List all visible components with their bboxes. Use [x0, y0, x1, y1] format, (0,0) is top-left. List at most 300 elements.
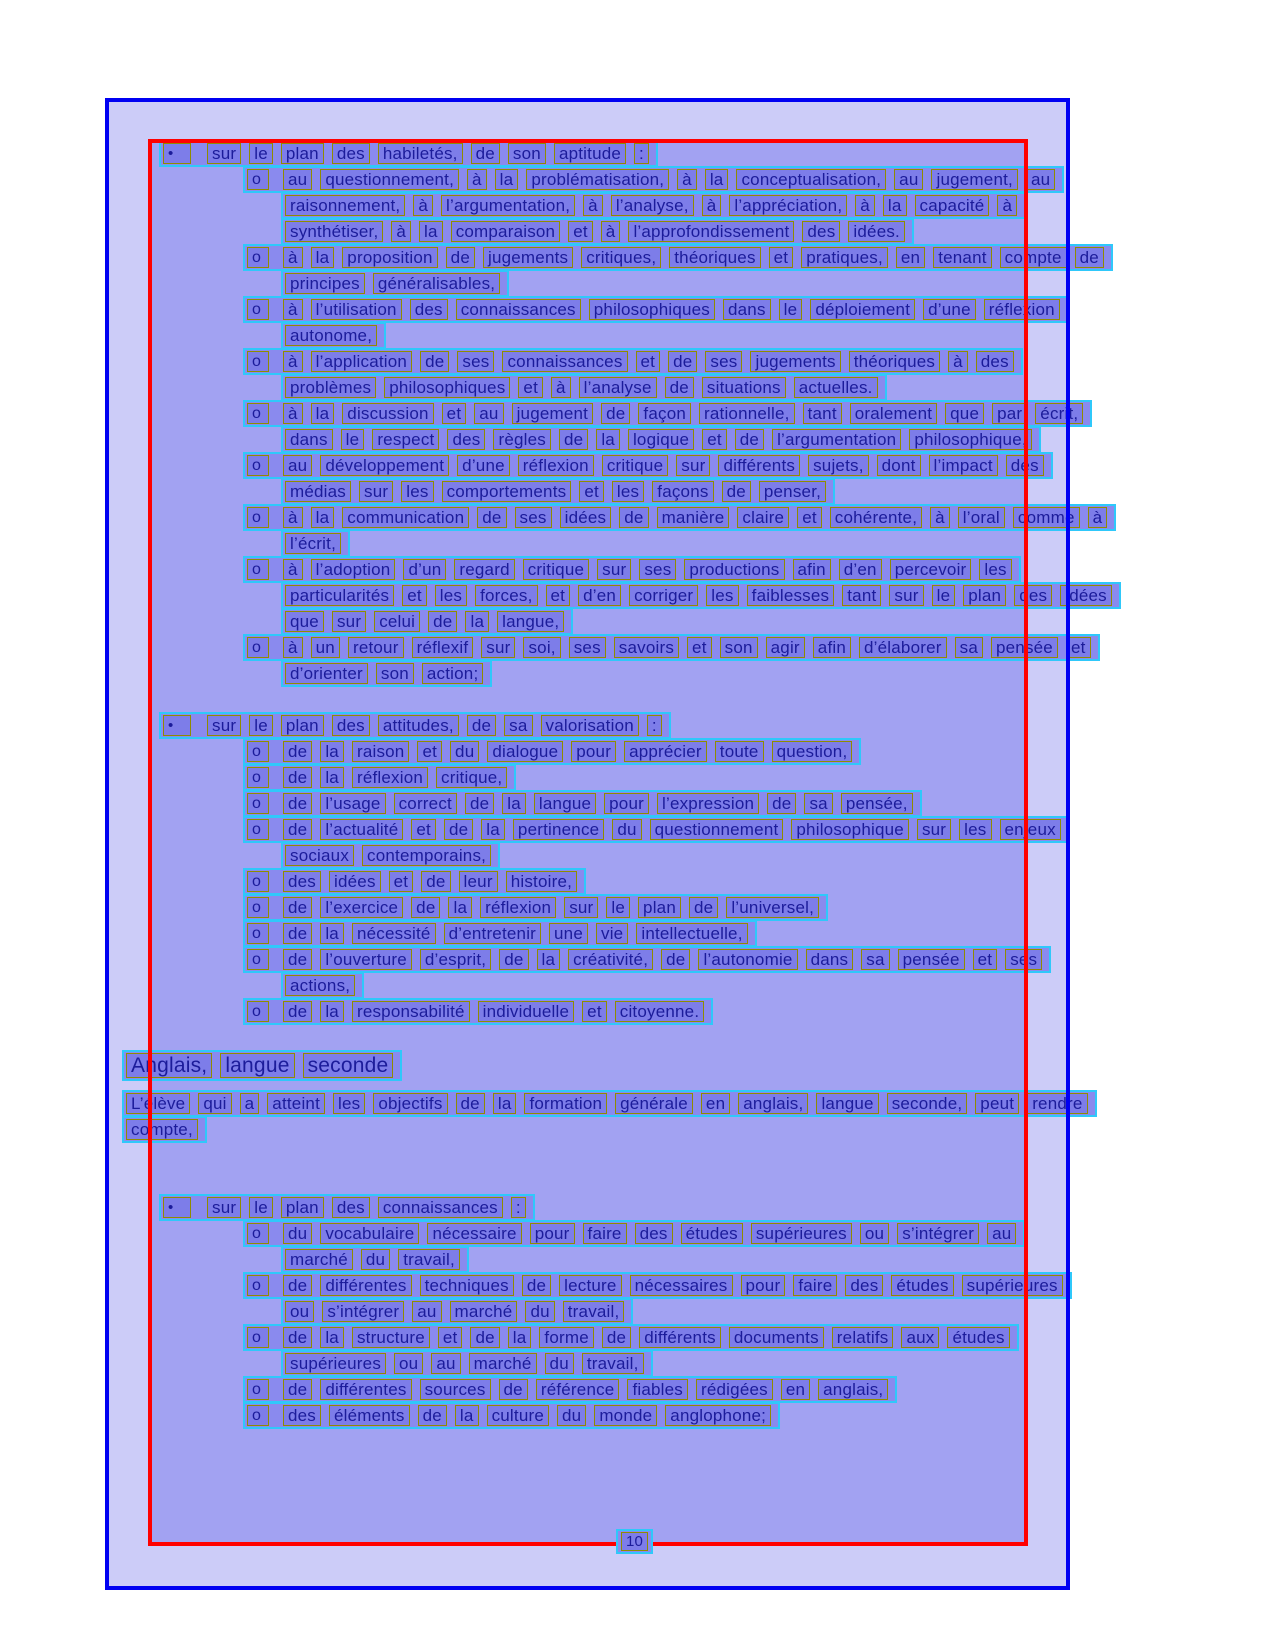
word-box: attitudes,: [378, 715, 459, 736]
word-box: Anglais,: [126, 1053, 212, 1078]
word-box: sur: [207, 1197, 241, 1218]
word-box: anglais,: [818, 1379, 888, 1400]
word-box: supérieures: [962, 1275, 1063, 1296]
word-box: le: [249, 715, 273, 736]
word-box: la: [883, 195, 907, 216]
bullet-marker: o: [247, 1275, 269, 1296]
word-box: à: [855, 195, 875, 216]
word-box: :: [511, 1197, 526, 1218]
word-box: à: [997, 195, 1017, 216]
word-box: seconde,: [887, 1093, 968, 1114]
word-box: développement: [320, 455, 449, 476]
word-box: réflexion: [480, 897, 556, 918]
word-box: le: [606, 897, 630, 918]
word-box: la: [311, 403, 335, 424]
word-box: pensée: [898, 949, 965, 970]
word-box: idées: [1060, 585, 1112, 606]
word-box: sur: [597, 559, 631, 580]
word-box: penser,: [759, 481, 826, 502]
word-box: médias: [285, 481, 351, 502]
text-line: [243, 452, 1053, 479]
word-box: à: [948, 351, 968, 372]
word-box: pour: [604, 793, 649, 814]
word-box: philosophique: [791, 819, 909, 840]
word-box: s’intégrer: [322, 1301, 404, 1322]
text-line: [243, 556, 1021, 583]
word-box: de: [767, 793, 796, 814]
word-box: des: [332, 143, 370, 164]
word-box: raisonnement,: [285, 195, 405, 216]
word-box: les: [612, 481, 644, 502]
word-box: l’autonomie: [698, 949, 797, 970]
word-box: respect: [372, 429, 439, 450]
word-box: de: [668, 351, 697, 372]
word-box: sur: [676, 455, 710, 476]
word-box: la: [320, 923, 344, 944]
word-box: dans: [723, 299, 771, 320]
word-box: au: [283, 455, 312, 476]
word-box: à: [283, 247, 303, 268]
word-box: la: [419, 221, 443, 242]
word-box: supérieures: [285, 1353, 386, 1374]
word-box: de: [283, 1001, 312, 1022]
word-box: pour: [571, 741, 616, 762]
word-box: comme: [1013, 507, 1080, 528]
word-box: au: [412, 1301, 441, 1322]
word-box: soi,: [523, 637, 560, 658]
word-box: la: [481, 819, 505, 840]
word-box: plan: [638, 897, 681, 918]
word-box: culture: [487, 1405, 549, 1426]
word-box: fiables: [627, 1379, 688, 1400]
word-box: particularités: [285, 585, 394, 606]
word-box: jugements: [750, 351, 840, 372]
word-box: l’argumentation,: [441, 195, 575, 216]
word-box: et: [769, 247, 794, 268]
bullet-marker: o: [247, 819, 269, 840]
word-box: et: [546, 585, 571, 606]
word-box: travail,: [563, 1301, 625, 1322]
word-box: critiques,: [581, 247, 661, 268]
word-box: idées: [329, 871, 381, 892]
word-box: de: [444, 819, 473, 840]
word-box: intellectuelle,: [636, 923, 747, 944]
word-box: façons: [652, 481, 713, 502]
word-box: jugement,: [931, 169, 1017, 190]
word-box: différents: [639, 1327, 721, 1348]
word-box: que: [945, 403, 984, 424]
word-box: de: [446, 247, 475, 268]
word-box: de: [465, 793, 494, 814]
word-box: et: [702, 429, 727, 450]
word-box: et: [442, 403, 467, 424]
word-box: de: [559, 429, 588, 450]
word-box: aux: [901, 1327, 939, 1348]
heading-line: [122, 1050, 402, 1081]
text-line: [281, 270, 509, 297]
word-box: en: [701, 1093, 730, 1114]
word-box: pour: [741, 1275, 786, 1296]
word-box: des: [1006, 455, 1044, 476]
word-box: citoyenne.: [615, 1001, 705, 1022]
text-line: [281, 426, 1041, 453]
text-line: [281, 218, 914, 245]
word-box: dont: [877, 455, 921, 476]
word-box: tenant: [933, 247, 991, 268]
word-box: différentes: [320, 1379, 411, 1400]
word-box: l’expression: [657, 793, 759, 814]
word-box: la: [455, 1405, 479, 1426]
word-box: à: [283, 637, 303, 658]
text-line: [281, 192, 1026, 219]
text-line: [281, 1298, 633, 1325]
text-line: [281, 374, 887, 401]
word-box: leur: [459, 871, 498, 892]
word-box: plan: [281, 1197, 324, 1218]
word-box: marché: [450, 1301, 518, 1322]
word-box: les: [401, 481, 433, 502]
word-box: d’esprit,: [420, 949, 491, 970]
word-box: l’application: [311, 351, 412, 372]
word-box: des: [447, 429, 485, 450]
word-box: faire: [583, 1223, 627, 1244]
word-box: la: [320, 1001, 344, 1022]
word-box: l’ouverture: [320, 949, 412, 970]
text-line: [281, 478, 835, 505]
word-box: sa: [861, 949, 889, 970]
word-box: sur: [564, 897, 598, 918]
text-line: [243, 244, 1113, 271]
text-line: [243, 1376, 897, 1403]
word-box: problèmes: [285, 377, 376, 398]
word-box: son: [508, 143, 546, 164]
word-box: agir: [766, 637, 805, 658]
word-box: le: [249, 143, 273, 164]
word-box: capacité: [915, 195, 990, 216]
word-box: jugements: [483, 247, 573, 268]
word-box: la: [320, 741, 344, 762]
word-box: de: [283, 819, 312, 840]
word-box: et: [518, 377, 543, 398]
word-box: d’en: [839, 559, 882, 580]
text-line: [159, 712, 671, 739]
word-box: jugement: [512, 403, 594, 424]
text-line: [243, 1220, 1025, 1247]
word-box: aptitude: [554, 143, 626, 164]
text-line: [243, 764, 516, 791]
word-box: ses: [457, 351, 494, 372]
word-box: des: [410, 299, 448, 320]
word-box: à: [283, 351, 303, 372]
word-box: plan: [281, 143, 324, 164]
text-line: [281, 322, 386, 349]
word-box: autonome,: [285, 325, 377, 346]
text-line: [243, 400, 1092, 427]
word-box: la: [705, 169, 729, 190]
text-line: [281, 842, 500, 869]
word-box: des: [283, 1405, 321, 1426]
word-box: de: [283, 793, 312, 814]
word-box: pour: [530, 1223, 575, 1244]
word-box: la: [495, 169, 519, 190]
word-box: que: [285, 611, 324, 632]
word-box: action;: [422, 663, 484, 684]
word-box: les: [333, 1093, 365, 1114]
word-box: rédigées: [696, 1379, 773, 1400]
word-box: d’orienter: [285, 663, 368, 684]
word-box: manière: [657, 507, 730, 528]
word-box: sur: [332, 611, 366, 632]
word-box: la: [502, 793, 526, 814]
word-box: anglophone;: [665, 1405, 771, 1426]
word-box: atteint: [267, 1093, 325, 1114]
word-box: correct: [394, 793, 457, 814]
word-box: l’utilisation: [311, 299, 402, 320]
word-box: communication: [342, 507, 469, 528]
word-box: référence: [536, 1379, 620, 1400]
word-box: techniques: [420, 1275, 514, 1296]
word-box: de: [735, 429, 764, 450]
word-box: travail,: [582, 1353, 644, 1374]
word-box: de: [283, 741, 312, 762]
word-box: à: [283, 299, 303, 320]
word-box: pensée: [991, 637, 1058, 658]
word-box: critique: [523, 559, 589, 580]
text-line: [243, 816, 1070, 843]
word-box: sur: [207, 143, 241, 164]
word-box: du: [283, 1223, 312, 1244]
text-line: [122, 1090, 1097, 1117]
word-box: et: [438, 1327, 463, 1348]
word-box: vocabulaire: [320, 1223, 419, 1244]
word-box: des: [976, 351, 1014, 372]
word-box: l’adoption: [311, 559, 396, 580]
word-box: théoriques: [669, 247, 760, 268]
bullet-marker: o: [247, 1379, 269, 1400]
word-box: à: [601, 221, 621, 242]
text-line: [243, 1402, 780, 1429]
word-box: de: [499, 1379, 528, 1400]
bullet-marker: o: [247, 1327, 269, 1348]
word-box: rationnelle,: [699, 403, 795, 424]
word-box: sur: [917, 819, 951, 840]
text-line: [243, 894, 828, 921]
bullet-marker: •: [163, 1197, 191, 1218]
word-box: sources: [420, 1379, 491, 1400]
word-box: de: [411, 897, 440, 918]
word-box: la: [311, 507, 335, 528]
word-box: idées: [560, 507, 612, 528]
word-box: relatifs: [832, 1327, 894, 1348]
word-box: tant: [803, 403, 842, 424]
word-box: regard: [454, 559, 514, 580]
word-box: connaissances: [502, 351, 627, 372]
word-box: des: [332, 1197, 370, 1218]
word-box: marché: [469, 1353, 537, 1374]
word-box: de: [522, 1275, 551, 1296]
word-box: comparaison: [451, 221, 561, 242]
word-box: par: [992, 403, 1027, 424]
word-box: pensée,: [841, 793, 913, 814]
text-line: [281, 1350, 653, 1377]
word-box: des: [283, 871, 321, 892]
word-box: langue: [816, 1093, 878, 1114]
bullet-marker: o: [247, 455, 269, 476]
word-box: critique: [602, 455, 668, 476]
word-box: l’actualité: [320, 819, 403, 840]
word-box: documents: [729, 1327, 824, 1348]
word-box: situations: [702, 377, 786, 398]
word-box: à: [283, 559, 303, 580]
text-line: [243, 634, 1100, 661]
word-box: d’élaborer: [859, 637, 947, 658]
word-box: du: [361, 1249, 390, 1270]
word-box: en: [781, 1379, 810, 1400]
text-line: [243, 738, 861, 765]
text-line: [281, 972, 364, 999]
bullet-marker: o: [247, 949, 269, 970]
word-box: de: [428, 611, 457, 632]
text-line: [243, 348, 1023, 375]
word-box: d’en: [578, 585, 621, 606]
word-box: L’élève: [126, 1093, 190, 1114]
word-box: philosophiques: [384, 377, 510, 398]
word-box: la: [448, 897, 472, 918]
word-box: langue: [534, 793, 596, 814]
word-box: et: [687, 637, 712, 658]
word-box: comportements: [442, 481, 572, 502]
word-box: seconde: [303, 1053, 394, 1078]
bullet-marker: o: [247, 507, 269, 528]
bullet-marker: o: [247, 559, 269, 580]
word-box: à: [391, 221, 411, 242]
word-box: à: [1088, 507, 1108, 528]
word-box: réflexif: [412, 637, 474, 658]
bullet-marker: •: [163, 715, 191, 736]
word-box: principes: [285, 273, 365, 294]
word-box: faiblesses: [747, 585, 835, 606]
word-box: la: [508, 1327, 532, 1348]
word-box: lecture: [559, 1275, 621, 1296]
word-box: nécessaires: [630, 1275, 733, 1296]
text-line: [243, 1272, 1072, 1299]
word-box: raison: [352, 741, 410, 762]
word-box: au: [894, 169, 923, 190]
word-box: philosophique,: [909, 429, 1031, 450]
bullet-marker: o: [247, 637, 269, 658]
word-box: du: [557, 1405, 586, 1426]
word-box: critique,: [436, 767, 507, 788]
word-box: de: [283, 923, 312, 944]
word-box: l’écrit,: [285, 533, 341, 554]
bullet-marker: o: [247, 247, 269, 268]
word-box: d’une: [457, 455, 510, 476]
bullet-marker: o: [247, 897, 269, 918]
word-box: les: [979, 559, 1011, 580]
word-box: les: [435, 585, 467, 606]
word-box: études: [891, 1275, 953, 1296]
word-box: de: [283, 1275, 312, 1296]
word-box: la: [320, 767, 344, 788]
word-box: de: [689, 897, 718, 918]
word-box: d’une: [923, 299, 976, 320]
word-box: de: [420, 351, 449, 372]
word-box: de: [283, 949, 312, 970]
word-box: des: [332, 715, 370, 736]
word-box: de: [619, 507, 648, 528]
word-box: au: [1026, 169, 1055, 190]
text-line: [281, 582, 1121, 609]
word-box: l’impact: [929, 455, 998, 476]
word-box: déploiement: [810, 299, 915, 320]
word-box: faire: [793, 1275, 837, 1296]
text-line: [281, 608, 573, 635]
word-box: des: [802, 221, 840, 242]
word-box: sa: [504, 715, 532, 736]
word-box: son: [720, 637, 758, 658]
word-box: au: [987, 1223, 1016, 1244]
word-box: de: [467, 715, 496, 736]
word-box: théoriques: [849, 351, 940, 372]
word-box: question,: [772, 741, 853, 762]
word-box: à: [467, 169, 487, 190]
word-box: langue,: [497, 611, 564, 632]
word-box: sociaux: [285, 845, 354, 866]
word-box: et: [579, 481, 604, 502]
text-line: [243, 998, 713, 1025]
word-box: afin: [793, 559, 831, 580]
word-box: questionnement,: [320, 169, 459, 190]
word-box: des: [635, 1223, 673, 1244]
word-box: du: [450, 741, 479, 762]
bullet-marker: o: [247, 871, 269, 892]
word-box: :: [647, 715, 662, 736]
bullet-marker: o: [247, 169, 269, 190]
word-box: actions,: [285, 975, 355, 996]
word-box: de: [283, 1327, 312, 1348]
word-box: langue: [220, 1053, 294, 1078]
word-box: l’analyse,: [611, 195, 694, 216]
word-box: habiletés,: [378, 143, 463, 164]
word-box: ou: [285, 1301, 314, 1322]
word-box: le: [932, 585, 956, 606]
word-box: généralisables,: [373, 273, 500, 294]
word-box: réflexion: [984, 299, 1060, 320]
word-box: actuelles.: [794, 377, 878, 398]
word-box: synthétiser,: [285, 221, 383, 242]
text-line: [243, 868, 586, 895]
word-box: à: [551, 377, 571, 398]
word-box: celui: [374, 611, 420, 632]
word-box: :: [634, 143, 649, 164]
word-box: de: [477, 507, 506, 528]
word-box: forces,: [475, 585, 537, 606]
word-box: ses: [1005, 949, 1042, 970]
word-box: de: [283, 1379, 312, 1400]
word-box: conceptualisation,: [736, 169, 886, 190]
word-box: études: [947, 1327, 1009, 1348]
word-box: contemporains,: [362, 845, 491, 866]
word-box: monde: [594, 1405, 657, 1426]
word-box: différents: [718, 455, 800, 476]
word-box: en: [896, 247, 925, 268]
word-box: créativité,: [568, 949, 653, 970]
word-box: la: [493, 1093, 517, 1114]
word-box: ou: [394, 1353, 423, 1374]
word-box: une: [549, 923, 588, 944]
word-box: plan: [281, 715, 324, 736]
word-box: l’exercice: [320, 897, 403, 918]
